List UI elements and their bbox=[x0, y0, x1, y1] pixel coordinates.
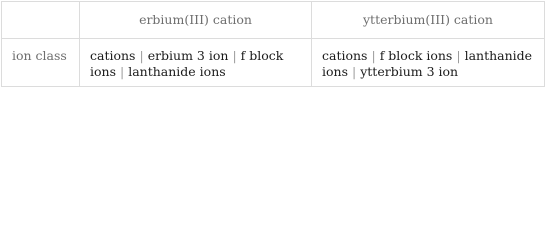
ion-class-item: lanthanide ions bbox=[322, 48, 533, 79]
separator: | bbox=[139, 48, 144, 63]
column-header-erbium: erbium(III) cation bbox=[80, 2, 312, 39]
separator: | bbox=[232, 48, 237, 63]
separator: | bbox=[456, 48, 461, 63]
ion-class-item: lanthanide ions bbox=[128, 64, 226, 79]
ion-class-erbium-cell bbox=[80, 39, 312, 87]
column-header-ytterbium: ytterbium(III) cation bbox=[312, 2, 545, 39]
row-header-ion-class: ion class bbox=[2, 39, 80, 87]
properties-table bbox=[1, 1, 545, 87]
ion-class-ytterbium-cell bbox=[312, 39, 545, 87]
table-header-row bbox=[2, 2, 545, 39]
ion-class-item: f block ions bbox=[379, 48, 453, 63]
ion-class-item: cations bbox=[90, 48, 136, 63]
ion-class-item: ytterbium 3 ion bbox=[360, 64, 459, 79]
separator: | bbox=[120, 64, 125, 79]
ion-class-item: cations bbox=[322, 48, 368, 63]
separator: | bbox=[352, 64, 357, 79]
table-corner-cell bbox=[2, 2, 80, 39]
properties-table-wrapper bbox=[0, 0, 545, 88]
ion-class-item: erbium 3 ion bbox=[147, 48, 229, 63]
table-row bbox=[2, 39, 545, 87]
ion-class-item: f block ions bbox=[90, 48, 284, 79]
separator: | bbox=[371, 48, 376, 63]
